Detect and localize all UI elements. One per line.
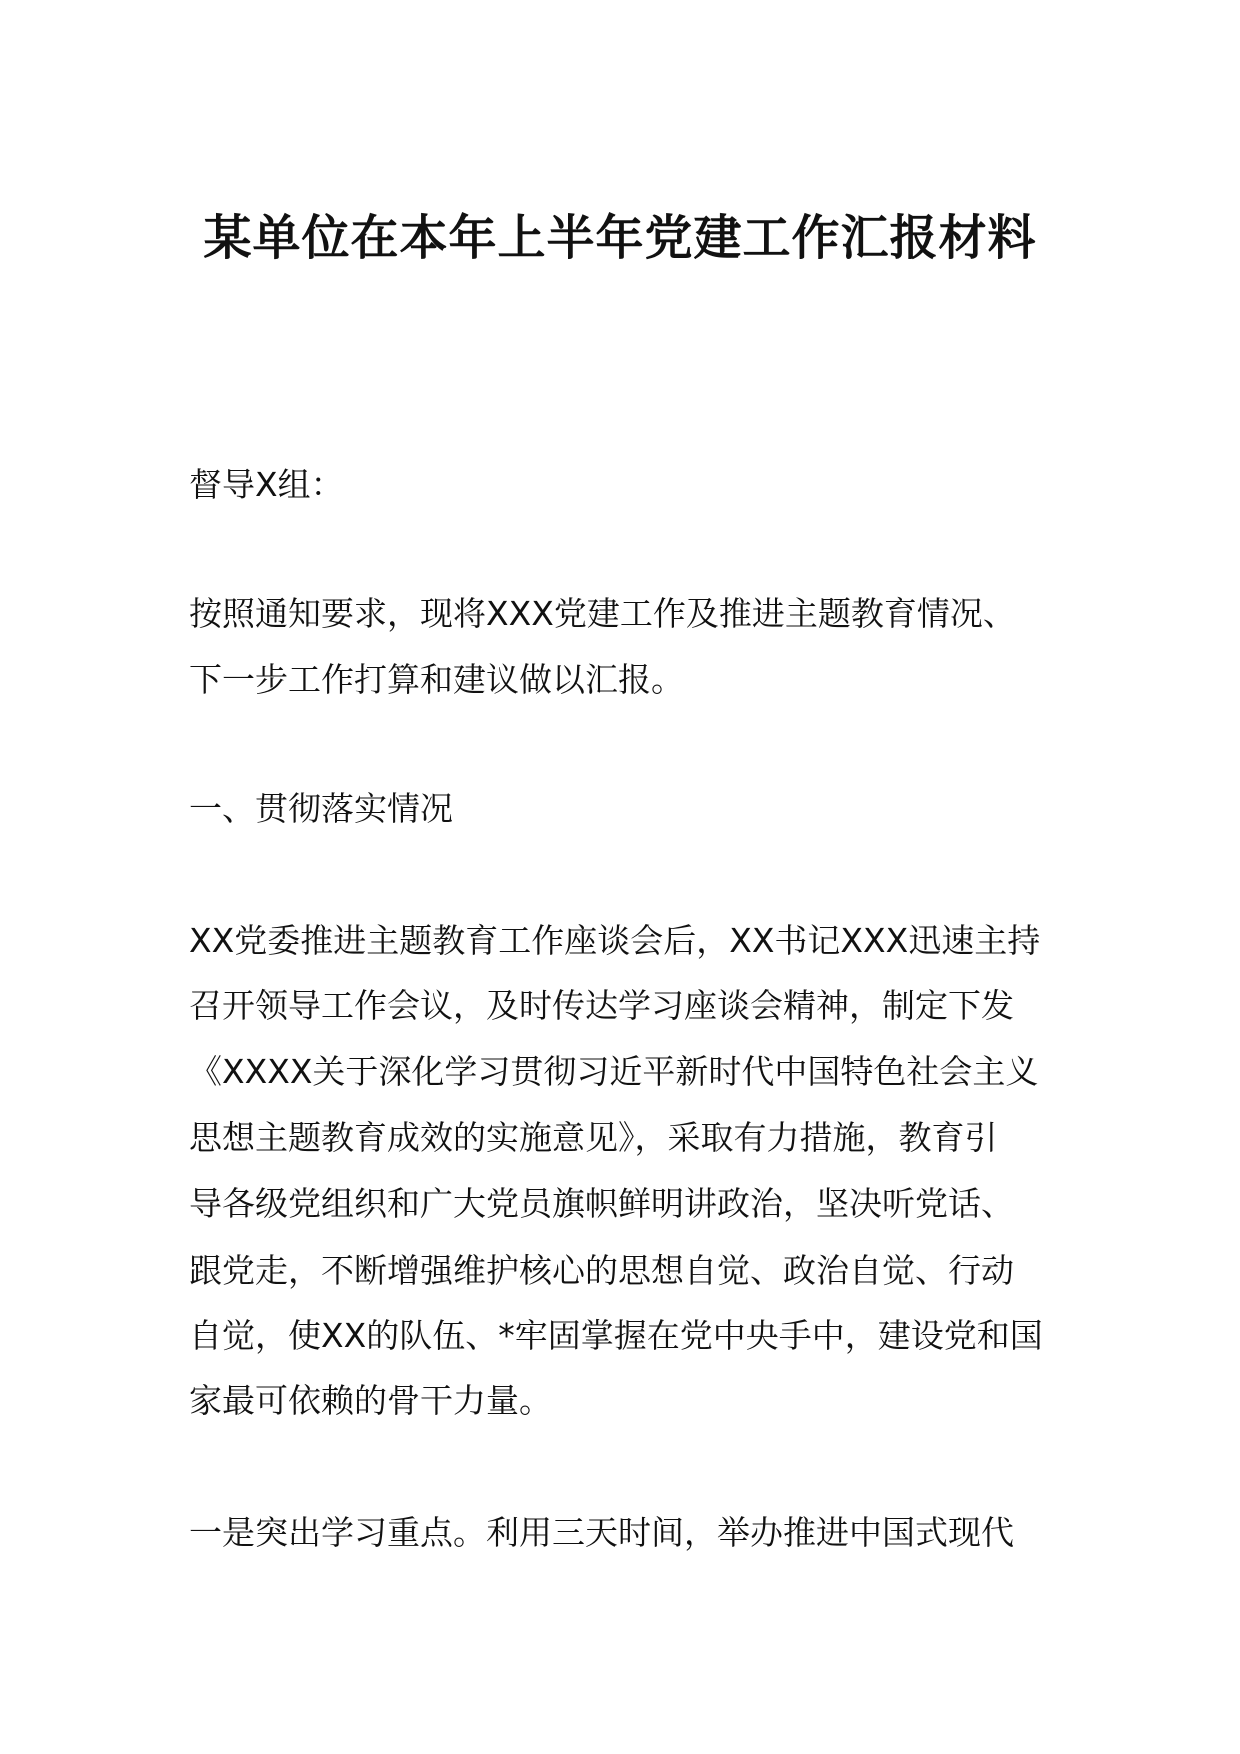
paragraph-line: 自觉，使XX的队伍、*牢固掌握在党中央手中，建设党和国 <box>189 1316 1043 1355</box>
paragraph-line: 《XXXX关于深化学习贯彻习近平新时代中国特色社会主义 <box>189 1052 1039 1091</box>
salutation: 督导X组： <box>189 465 344 504</box>
document-title: 某单位在本年上半年党建工作汇报材料 <box>203 210 1037 266</box>
paragraph-line: 跟党走，不断增强维护核心的思想自觉、政治自觉、行动 <box>189 1251 1014 1290</box>
section-heading: 一、贯彻落实情况 <box>189 789 453 828</box>
intro-line: 下一步工作打算和建议做以汇报。 <box>189 660 684 699</box>
paragraph-line: 思想主题教育成效的实施意见》，采取有力措施，教育引 <box>189 1118 998 1157</box>
paragraph-line: 导各级党组织和广大党员旗帜鲜明讲政治，坚决听党话、 <box>189 1184 1014 1223</box>
point-line: 一是突出学习重点。利用三天时间，举办推进中国式现代 <box>189 1513 1014 1552</box>
paragraph-line: 召开领导工作会议，及时传达学习座谈会精神，制定下发 <box>189 986 1014 1025</box>
paragraph-line: 家最可依赖的骨干力量。 <box>189 1381 552 1420</box>
paragraph-line: XX党委推进主题教育工作座谈会后，XX书记XXX迅速主持 <box>189 921 1041 960</box>
intro-line: 按照通知要求，现将XXX党建工作及推进主题教育情况、 <box>189 594 1016 633</box>
